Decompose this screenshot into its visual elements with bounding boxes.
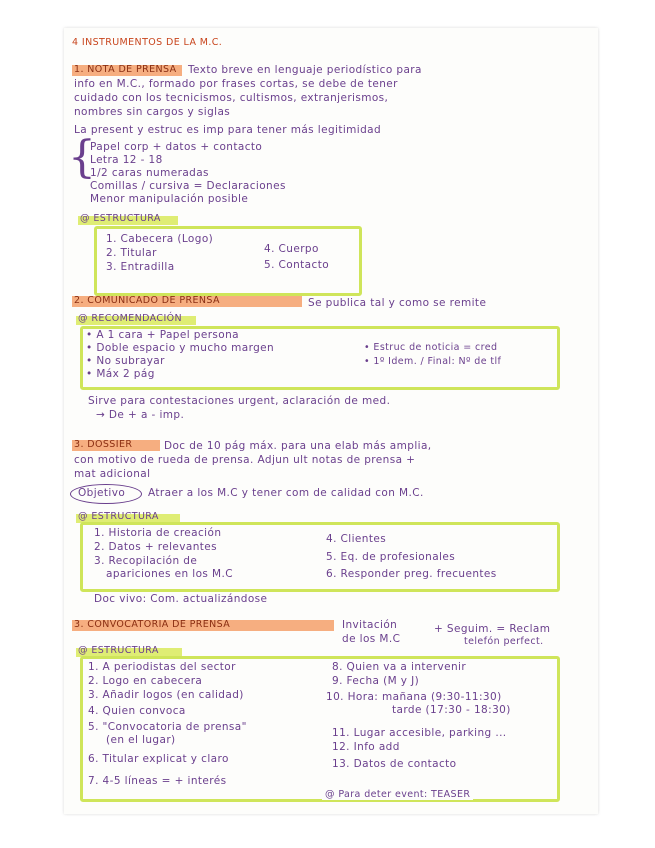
s4-l3: 3. Añadir logos (en calidad)	[88, 689, 244, 701]
s3-est-3b: apariciones en los M.C	[106, 568, 233, 580]
s2-heading: 2. COMUNICADO DE PRENSA	[74, 295, 220, 306]
s4-l1: 1. A periodistas del sector	[88, 661, 236, 673]
s1-list-4: Comillas / cursiva = Declaraciones	[90, 180, 286, 192]
s3-text-1: con motivo de rueda de prensa. Adjun ult notas de prensa +	[74, 454, 416, 466]
s1-est-3: 3. Entradilla	[106, 261, 175, 273]
s1-text-3: cuidado con los tecnicismos, cultismos, extranjerismos,	[74, 92, 389, 104]
s1-note: La present y estruc es imp para tener más legitimidad	[74, 124, 382, 136]
s4-heading: 3. CONVOCATORIA DE PRENSA	[74, 619, 231, 630]
s1-est-1: 1. Cabecera (Logo)	[106, 233, 214, 245]
s4-est-label: @ ESTRUCTURA	[78, 645, 159, 656]
s2-arrow: → De + a - imp.	[96, 409, 185, 421]
s3-est-2: 2. Datos + relevantes	[94, 541, 218, 553]
s3-est-5: 5. Eq. de profesionales	[326, 551, 456, 563]
s3-est-1: 1. Historia de creación	[94, 527, 222, 539]
s4-l4: 4. Quien convoca	[88, 705, 186, 717]
s3-head-rest: Doc de 10 pág máx. para una elab más amplia,	[164, 440, 432, 452]
s4-plus: + Seguim. = Reclam	[434, 623, 551, 635]
s1-list-2: Letra 12 - 18	[90, 154, 163, 166]
s4-r5: 12. Info add	[332, 741, 400, 753]
s1-text-2: info en M.C., formado por frases cortas, se debe de tener	[74, 78, 398, 90]
s4-r4: 11. Lugar accesible, parking ...	[332, 727, 507, 739]
s3-text-2: mat adicional	[74, 468, 151, 480]
s3-est-label: @ ESTRUCTURA	[78, 511, 159, 522]
s2-rec-3: • No subrayar	[86, 355, 165, 367]
s3-est-4: 4. Clientes	[326, 533, 387, 545]
s4-r3: 10. Hora: mañana (9:30-11:30)	[326, 691, 502, 703]
s3-heading: 3. DOSSIER	[74, 439, 133, 450]
s1-heading: 1. NOTA DE PRENSA	[74, 64, 177, 75]
s4-r3b: tarde (17:30 - 18:30)	[392, 704, 511, 716]
s2-rec-2: • Doble espacio y mucho margen	[86, 342, 275, 354]
s2-rec-1: • A 1 cara + Papel persona	[86, 329, 240, 341]
s1-brace: {	[68, 132, 96, 183]
s1-est-5: 5. Contacto	[264, 259, 330, 271]
s2-rec-4: • Máx 2 pág	[86, 368, 155, 380]
s4-r2: 9. Fecha (M y J)	[332, 675, 420, 687]
s4-l5b: (en el lugar)	[106, 734, 176, 746]
s1-list-3: 1/2 caras numeradas	[90, 167, 209, 179]
s2-head-rest: Se publica tal y como se remite	[308, 297, 487, 309]
s1-est-4: 4. Cuerpo	[264, 243, 319, 255]
s2-rec-5: • Estruc de noticia = cred	[364, 342, 498, 353]
s4-l2: 2. Logo en cabecera	[88, 675, 203, 687]
s1-text-4: nombres sin cargos y siglas	[74, 106, 231, 118]
s4-footer: @ Para deter event: TEASER	[322, 790, 473, 800]
s1-est-2: 2. Titular	[106, 247, 157, 259]
s4-r1: 8. Quien va a intervenir	[332, 661, 467, 673]
s4-r6: 13. Datos de contacto	[332, 758, 457, 770]
s3-est-3: 3. Recopilación de	[94, 555, 198, 567]
page-title: 4 INSTRUMENTOS DE LA M.C.	[72, 37, 223, 48]
s2-serve: Sirve para contestaciones urgent, aclaración de med.	[88, 395, 391, 407]
s2-rec-6: • 1º Idem. / Final: Nº de tlf	[364, 356, 502, 367]
s1-list-5: Menor manipulación posible	[90, 193, 249, 205]
s3-obj-text: Atraer a los M.C y tener com de calidad con M.C.	[148, 487, 424, 499]
s4-plus2: telefón perfect.	[464, 636, 544, 647]
s3-obj-label: Objetivo	[78, 487, 126, 499]
s3-doc: Doc vivo: Com. actualizándose	[94, 593, 268, 605]
s4-head-rest-2: de los M.C	[342, 633, 401, 645]
s4-l5: 5. "Convocatoria de prensa"	[88, 721, 247, 733]
s4-head-rest-1: Invitación	[342, 619, 398, 631]
s1-est-label: @ ESTRUCTURA	[80, 213, 161, 224]
s4-l6: 6. Titular explicat y claro	[88, 753, 229, 765]
notebook-page	[64, 28, 598, 814]
s3-est-6: 6. Responder preg. frecuentes	[326, 568, 497, 580]
s4-l7: 7. 4-5 líneas = + interés	[88, 775, 227, 787]
s1-text-1: Texto breve en lenguaje periodístico para	[188, 64, 422, 76]
s1-list-1: Papel corp + datos + contacto	[90, 141, 263, 153]
s2-rec-label: @ RECOMENDACIÓN	[78, 313, 183, 324]
